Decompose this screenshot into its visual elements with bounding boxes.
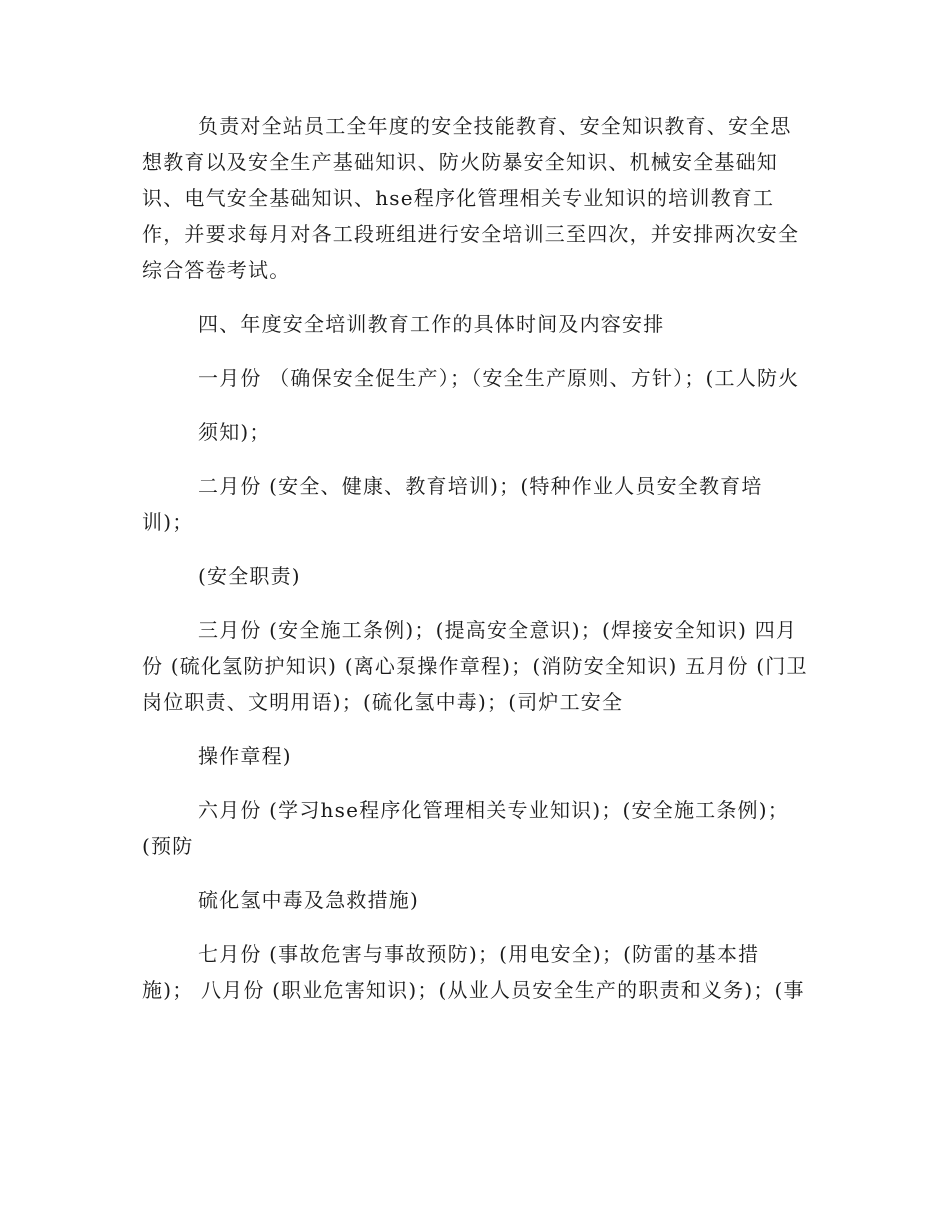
- paragraph-january: 一月份 （确保安全促生产）；（安全生产原则、方针）；(工人防火: [198, 366, 800, 390]
- paragraph-june-continued: 硫化氢中毒及急救措施): [198, 888, 420, 912]
- paragraph-july-august: 七月份 (事故危害与事故预防)；(用电安全)；(防雷的基本措施)； 八月份 (职业危害知识)；(从业人员安全生产的职责和义务)；(事: [142, 942, 805, 1002]
- paragraph-march-to-may: 三月份 (安全施工条例)；(提高安全意识)；(焊接安全知识) 四月份 (硫化氢防护知识) (离心泵操作章程)；(消防安全知识) 五月份 (门卫岗位职责、文明用语)；(硫化氢中毒)；(司炉工安全: [142, 618, 808, 714]
- paragraph-may-continued: 操作章程): [198, 744, 292, 768]
- paragraph-june: 六月份 (学习hse程序化管理相关专业知识)；(安全施工条例)；(预防: [142, 798, 789, 858]
- paragraph-february: 二月份 (安全、健康、教育培训)；(特种作业人员安全教育培训)；: [142, 474, 763, 534]
- paragraph-training-scope: 负责对全站员工全年度的安全技能教育、安全知识教育、安全思想教育以及安全生产基础知识、防火防暴安全知识、机械安全基础知识、电气安全基础知识、hse程序化管理相关专业知识的培训教育工作，并要求每月对各工段班组进行安全培训三至四次，并安排两次安全综合答卷考试。: [142, 114, 800, 282]
- section-heading-schedule: 四、年度安全培训教育工作的具体时间及内容安排: [198, 312, 665, 336]
- paragraph-january-continued: 须知)；: [198, 420, 271, 444]
- paragraph-february-continued: (安全职责): [198, 564, 301, 588]
